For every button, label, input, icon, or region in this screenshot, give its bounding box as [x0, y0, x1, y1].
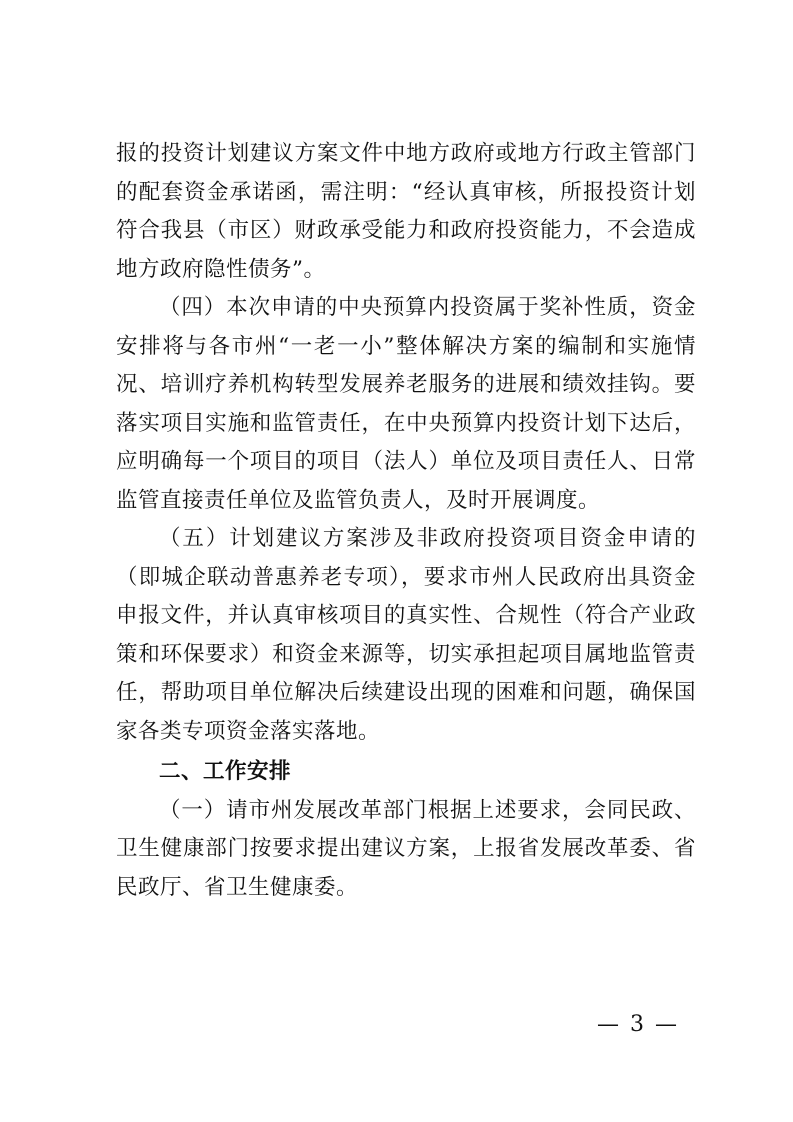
paragraph-item-five: （五）计划建议方案涉及非政府投资项目资金申请的（即城企联动普惠养老专项），要求市州人民政府出具资金申报文件，并认真审核项目的真实性、合规性（符合产业政策和环保要求）和资金来源等，切实承担起项目属地监管责任，帮助项目单位解决后续建设出现的困难和问题，确保国家各类专项资金落实落地。	[116, 526, 696, 744]
section-heading: 二、工作安排	[159, 759, 292, 784]
paragraph-item-four: （四）本次申请的中央预算内投资属于奖补性质，资金安排将与各市州“一老一小”整体解决方案的编制和实施情况、培训疗养机构转型发展养老服务的进展和绩效挂钩。要落实项目实施和监管责任，在中央预算内投资计划下达后，应明确每一个项目的项目（法人）单位及项目责任人、日常监管直接责任单位及监管负责人，及时开展调度。	[116, 295, 696, 513]
paragraph-section-item-one: （一）请市州发展改革部门根据上述要求，会同民政、卫生健康部门按要求提出建议方案，上报省发展改革委、省民政厅、省卫生健康委。	[116, 797, 696, 900]
paragraph-continuation: 报的投资计划建议方案文件中地方政府或地方行政主管部门的配套资金承诺函，需注明：“经认真审核，所报投资计划符合我县（市区）财政承受能力和政府投资能力，不会造成地方政府隐性债务”。	[116, 141, 696, 282]
page-number: — 3 —	[597, 1012, 679, 1037]
document-body	[116, 135, 696, 907]
